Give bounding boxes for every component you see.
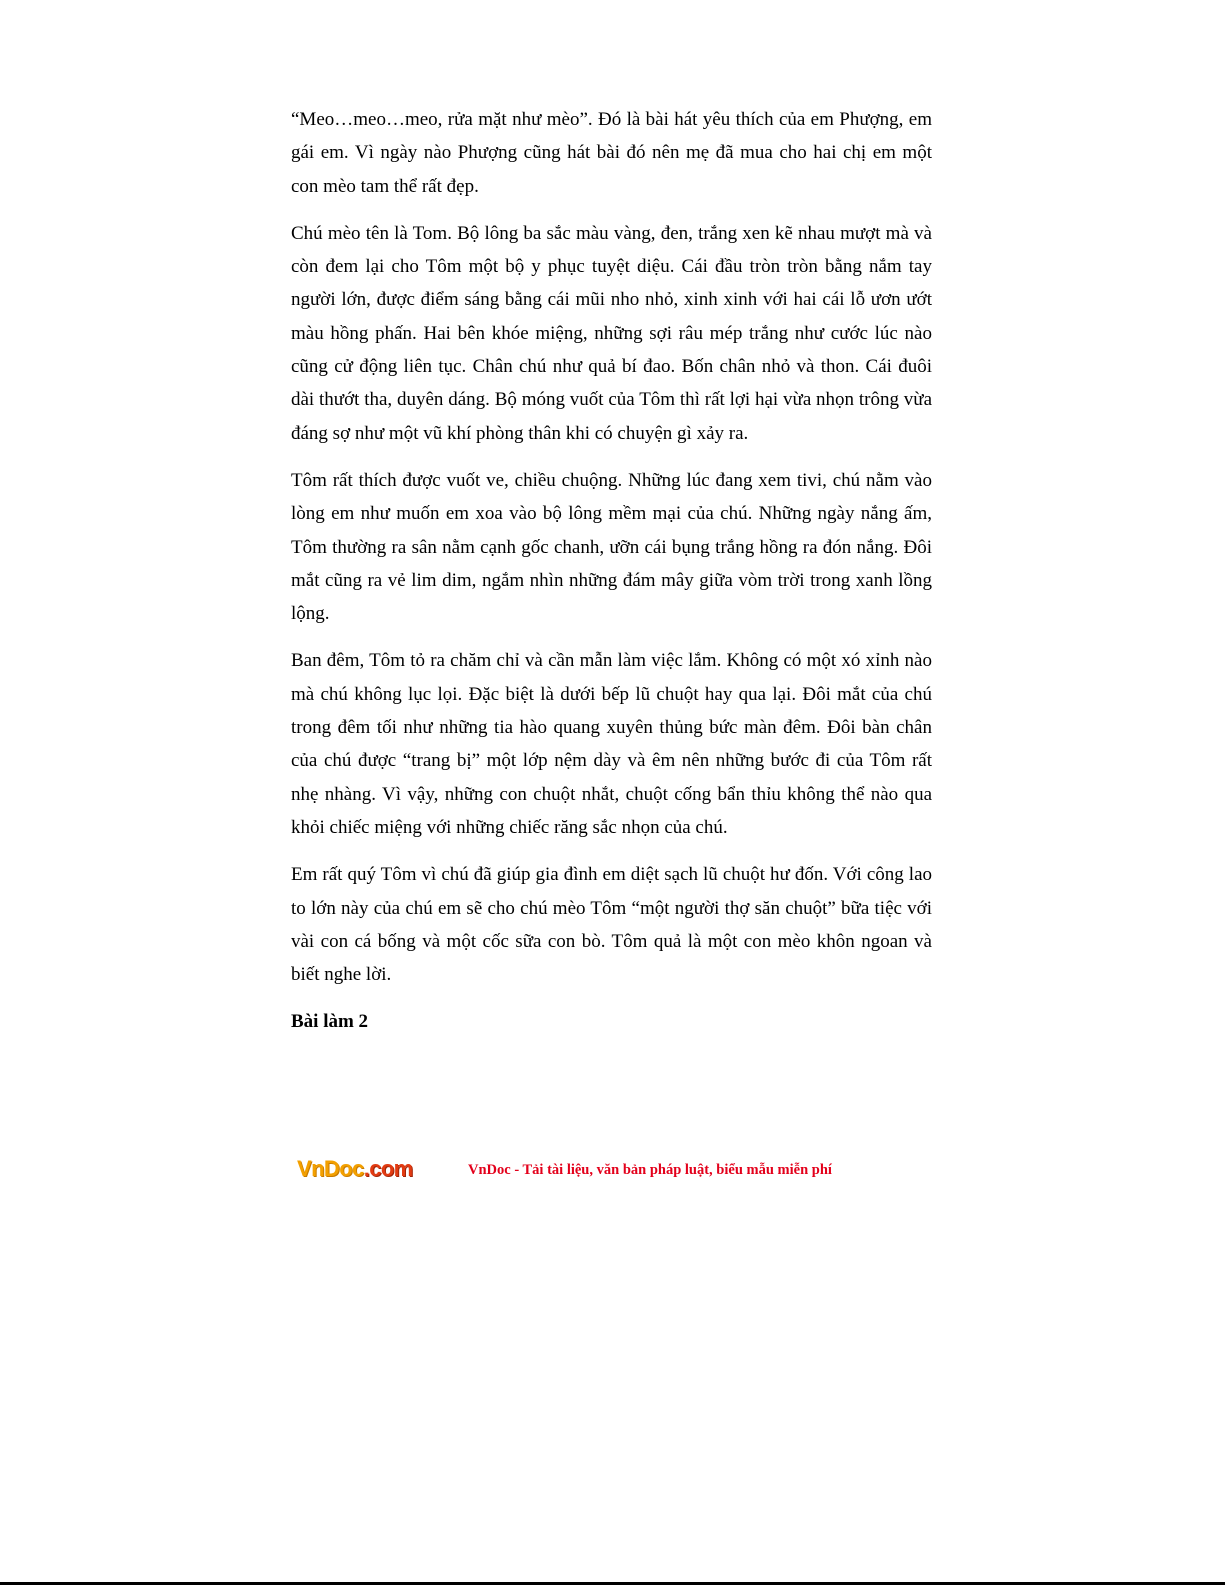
logo-suffix-text: .com [363, 1156, 413, 1181]
paragraph-2: Chú mèo tên là Tom. Bộ lông ba sắc màu vàng, đen, trắng xen kẽ nhau mượt mà và còn đem lại cho Tôm một bộ y phục tuyệt diệu. Cái đầu tròn tròn bằng nắm tay người lớn, được điểm sáng bằng cái mũi nho nhỏ, xinh xinh với hai cái lỗ ươn ướt màu hồng phấn. Hai bên khóe miệng, những sợi râu mép trắng như cước lúc nào cũng cử động liên tục. Chân chú như quả bí đao. Bốn chân nhỏ và thon. Cái đuôi dài thướt tha, duyên dáng. Bộ móng vuốt của Tôm thì rất lợi hại vừa nhọn trông vừa đáng sợ như một vũ khí phòng thân khi có chuyện gì xảy ra. [291, 222, 932, 444]
document-body [291, 103, 932, 1038]
footer-tagline: VnDoc - Tải tài liệu, văn bản pháp luật, biểu mẫu miễn phí [468, 1162, 832, 1178]
paragraph-3: Tôm rất thích được vuốt ve, chiều chuộng. Những lúc đang xem tivi, chú nằm vào lòng em như muốn em xoa vào bộ lông mềm mại của chú. Những ngày nắng ấm, Tôm thường ra sân nằm cạnh gốc chanh, ưỡn cái bụng trắng hồng ra đón nắng. Đôi mắt cũng ra vẻ lim dim, ngắm nhìn những đám mây giữa vòm trời trong xanh lồng lộng. [291, 469, 932, 625]
logo-main-text: VnDoc [297, 1156, 364, 1181]
paragraph-1: “Meo…meo…meo, rửa mặt như mèo”. Đó là bài hát yêu thích của em Phượng, em gái em. Vì ngày nào Phượng cũng hát bài đó nên mẹ đã mua cho hai chị em một con mèo tam thể rất đẹp. [291, 109, 932, 197]
paragraph-4: Ban đêm, Tôm tỏ ra chăm chỉ và cần mẫn làm việc lắm. Không có một xó xỉnh nào mà chú không lục lọi. Đặc biệt là dưới bếp lũ chuột hay qua lại. Đôi mắt của chú trong đêm tối như những tia hào quang xuyên thủng bức màn đêm. Đôi bàn chân của chú được “trang bị” một lớp nệm dày và êm nên những bước đi của Tôm rất nhẹ nhàng. Vì vậy, những con chuột nhắt, chuột cống bẩn thỉu không thể nào qua khỏi chiếc miệng với những chiếc răng sắc nhọn của chú. [291, 650, 932, 838]
vndoc-logo[interactable] [297, 1152, 413, 1186]
section-heading: Bài làm 2 [291, 1011, 369, 1033]
page-footer [297, 1152, 917, 1186]
paragraph-5: Em rất quý Tôm vì chú đã giúp gia đình em diệt sạch lũ chuột hư đốn. Với công lao to lớn này của chú em sẽ cho chú mèo Tôm “một người thợ săn chuột” bữa tiệc với vài con cá bống và một cốc sữa con bò. Tôm quả là một con mèo khôn ngoan và biết nghe lời. [291, 864, 932, 986]
